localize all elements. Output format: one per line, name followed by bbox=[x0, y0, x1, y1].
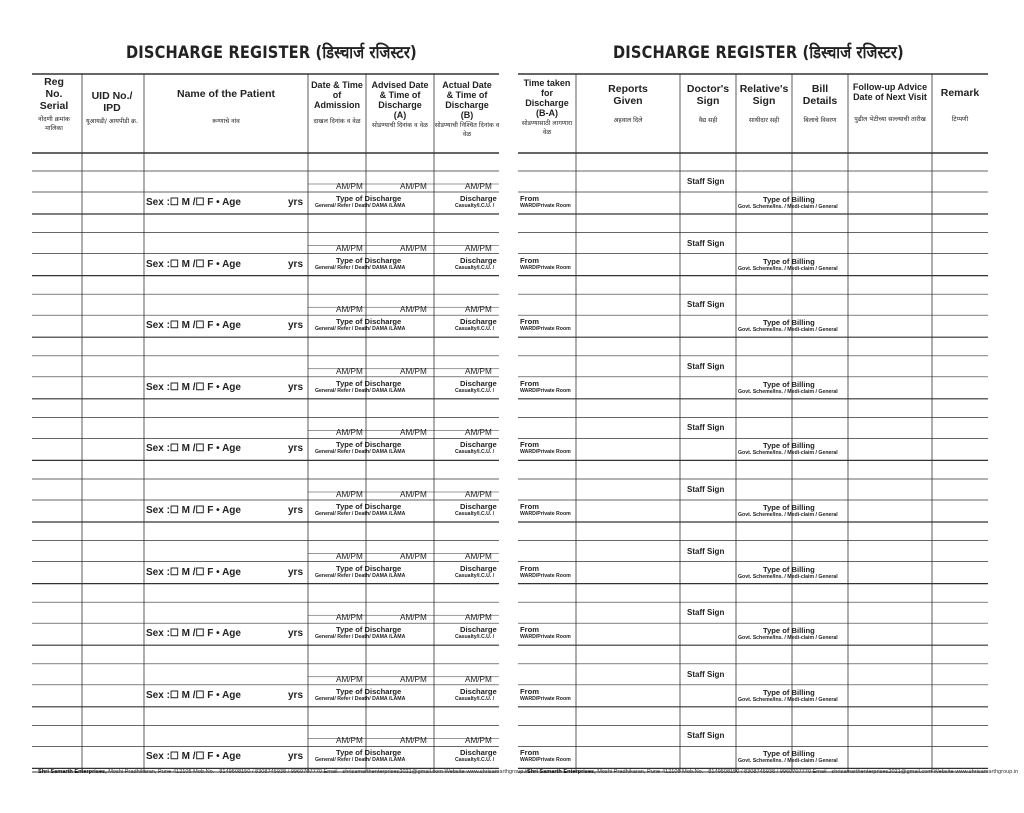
type-of-discharge-title: Type of Discharge bbox=[336, 748, 402, 758]
type-of-billing-options: Govt. Scheme/Ins. / Medi-claim / General bbox=[738, 388, 838, 395]
discharge-title: Discharge bbox=[460, 625, 497, 635]
type-of-discharge-options: General/ Refer / Death/ DAMA /LAMA bbox=[315, 387, 406, 394]
ampm-admission: AM/PM bbox=[336, 674, 363, 684]
type-of-billing-title: Type of Billing bbox=[763, 195, 815, 204]
discharge-options: Casualty/I.C.U. / bbox=[455, 326, 495, 333]
discharge-title: Discharge bbox=[460, 440, 497, 450]
header-relative-sign: Relative's Sign साथीदार सही bbox=[739, 83, 789, 124]
discharge-options: Casualty/I.C.U. / bbox=[455, 695, 495, 702]
sex-age-label: Sex :☐ M /☐ F • Age bbox=[146, 689, 241, 701]
type-of-discharge-options: General/ Refer / Death/ DAMA /LAMA bbox=[315, 511, 406, 517]
header-bill-details: Bill Details बिलाचे विवरण bbox=[802, 83, 838, 124]
header-doctor-sign: Doctor's Sign वैद्य सही bbox=[686, 83, 730, 124]
ampm-admission: AM/PM bbox=[336, 243, 363, 253]
type-of-discharge-title: Type of Discharge bbox=[336, 378, 402, 388]
header-remark: Remark टिप्पणी bbox=[940, 87, 980, 123]
ampm-admission: AM/PM bbox=[336, 613, 363, 623]
header-reports-given: Reports Given अहवाल दिले bbox=[608, 83, 648, 124]
sex-age-label: Sex :☐ M /☐ F • Age bbox=[146, 320, 241, 332]
header-uid-ipd: UID No./ IPD यूआयडी/ आयपीडी क्र. bbox=[86, 90, 138, 125]
from-label: From bbox=[520, 686, 539, 696]
yrs-label: yrs bbox=[288, 197, 304, 208]
from-label: From bbox=[520, 317, 539, 327]
discharge-options: Casualty/I.C.U. / bbox=[455, 387, 495, 394]
sex-age-label: Sex :☐ M /☐ F • Age bbox=[146, 628, 241, 640]
discharge-options: Casualty/I.C.U. / bbox=[455, 572, 495, 579]
type-of-billing-options: Govt. Scheme/Ins. / Medi-claim / General bbox=[738, 758, 838, 765]
ampm-advised: AM/PM bbox=[400, 551, 427, 561]
ampm-actual: AM/PM bbox=[465, 428, 492, 438]
type-of-billing-options: Govt. Scheme/Ins. / Medi-claim / General bbox=[738, 635, 838, 642]
discharge-title: Discharge bbox=[460, 255, 497, 265]
discharge-options: Casualty/I.C.U. / bbox=[455, 634, 495, 641]
yrs-label: yrs bbox=[288, 628, 304, 640]
staff-sign-label: Staff Sign bbox=[687, 485, 725, 494]
type-of-discharge-options: General/ Refer / Death/ DAMA /LAMA bbox=[315, 634, 406, 641]
from-options: WARD/Private Room bbox=[520, 203, 571, 209]
ampm-advised: AM/PM bbox=[400, 674, 427, 684]
yrs-label: yrs bbox=[288, 443, 304, 455]
type-of-billing-title: Type of Billing bbox=[763, 749, 815, 759]
ampm-admission: AM/PM bbox=[336, 736, 363, 746]
staff-sign-label: Staff Sign bbox=[687, 669, 725, 679]
ampm-actual: AM/PM bbox=[465, 674, 492, 684]
type-of-billing-options: Govt. Scheme/Ins. / Medi-claim / General bbox=[738, 265, 838, 272]
left-footer bbox=[38, 769, 529, 775]
discharge-title: Discharge bbox=[460, 378, 497, 388]
type-of-billing-options: Govt. Scheme/Ins. / Medi-claim / General bbox=[738, 512, 838, 518]
type-of-discharge-options: General/ Refer / Death/ DAMA /LAMA bbox=[315, 757, 406, 764]
from-label: From bbox=[520, 378, 539, 388]
header-admission: Date & Time of Admission दाखल दिनांक व वेळ bbox=[311, 80, 363, 126]
header-patient-name: Name of the Patient रूग्णाचे नांव bbox=[176, 88, 276, 125]
ampm-actual: AM/PM bbox=[465, 551, 492, 561]
header-reg-no: Reg No. Serial नोंदणी क्रमांक मालिका bbox=[38, 76, 70, 132]
yrs-label: yrs bbox=[288, 381, 304, 393]
from-options: WARD/Private Room bbox=[520, 634, 571, 641]
type-of-discharge-title: Type of Discharge bbox=[336, 686, 402, 696]
ampm-advised: AM/PM bbox=[400, 366, 427, 376]
ampm-advised: AM/PM bbox=[400, 182, 427, 191]
from-options: WARD/Private Room bbox=[520, 387, 571, 394]
right-footer-text: Moshi Pradhikaran, Pune-412105 Mob.No. - 8149508150 / 8308745938 / 9960707770 Email - shrisamarthenterprises2021@gmail.com Website-www.shrisamarthgroup.in bbox=[595, 769, 1019, 775]
type-of-discharge-options: General/ Refer / Death/ DAMA /LAMA bbox=[315, 264, 406, 271]
left-footer-company: Shri Samarth Enterprises, bbox=[38, 769, 107, 775]
ampm-admission: AM/PM bbox=[336, 490, 363, 499]
ampm-actual: AM/PM bbox=[465, 305, 492, 315]
from-options: WARD/Private Room bbox=[520, 326, 571, 333]
ampm-advised: AM/PM bbox=[400, 243, 427, 253]
type-of-discharge-title: Type of Discharge bbox=[336, 317, 402, 327]
header-actual-discharge: Actual Date & Time of Discharge (B) सोडण्याची निश्चित दिनांक व वेळ bbox=[434, 80, 500, 138]
yrs-label: yrs bbox=[288, 751, 304, 763]
type-of-billing-title: Type of Billing bbox=[763, 564, 815, 574]
staff-sign-label: Staff Sign bbox=[687, 423, 725, 433]
type-of-billing-title: Type of Billing bbox=[763, 256, 815, 266]
yrs-label: yrs bbox=[288, 505, 304, 516]
from-label: From bbox=[520, 255, 539, 265]
sex-age-label: Sex :☐ M /☐ F • Age bbox=[146, 751, 241, 763]
sex-age-label: Sex :☐ M /☐ F • Age bbox=[146, 443, 241, 455]
yrs-label: yrs bbox=[288, 320, 304, 332]
type-of-discharge-options: General/ Refer / Death/ DAMA /LAMA bbox=[315, 572, 406, 579]
type-of-discharge-title: Type of Discharge bbox=[336, 194, 402, 203]
yrs-label: yrs bbox=[288, 258, 304, 270]
discharge-title: Discharge bbox=[460, 686, 497, 696]
type-of-billing-options: Govt. Scheme/Ins. / Medi-claim / General bbox=[738, 204, 838, 210]
right-page-title: DISCHARGE REGISTER (डिस्चार्ज रजिस्टर) bbox=[613, 43, 904, 63]
ampm-admission: AM/PM bbox=[336, 305, 363, 315]
ampm-admission: AM/PM bbox=[336, 428, 363, 438]
discharge-options: Casualty/I.C.U. / bbox=[455, 203, 495, 209]
staff-sign-label: Staff Sign bbox=[687, 361, 725, 371]
type-of-billing-title: Type of Billing bbox=[763, 379, 815, 389]
discharge-options: Casualty/I.C.U. / bbox=[455, 757, 495, 764]
discharge-title: Discharge bbox=[460, 563, 497, 573]
from-options: WARD/Private Room bbox=[520, 757, 571, 764]
type-of-billing-options: Govt. Scheme/Ins. / Medi-claim / General bbox=[738, 327, 838, 334]
type-of-discharge-options: General/ Refer / Death/ DAMA /LAMA bbox=[315, 695, 406, 702]
type-of-discharge-title: Type of Discharge bbox=[336, 255, 402, 265]
yrs-label: yrs bbox=[288, 566, 304, 578]
ampm-admission: AM/PM bbox=[336, 551, 363, 561]
discharge-options: Casualty/I.C.U. / bbox=[455, 511, 495, 517]
from-label: From bbox=[520, 625, 539, 635]
right-footer-company: Shri Samarth Enterprises, bbox=[527, 769, 596, 775]
type-of-discharge-options: General/ Refer / Death/ DAMA /LAMA bbox=[315, 203, 406, 209]
from-options: WARD/Private Room bbox=[520, 695, 571, 702]
ampm-actual: AM/PM bbox=[465, 736, 492, 746]
type-of-billing-options: Govt. Scheme/Ins. / Medi-claim / General bbox=[738, 450, 838, 457]
type-of-billing-title: Type of Billing bbox=[763, 441, 815, 451]
ampm-admission: AM/PM bbox=[336, 182, 363, 191]
ampm-actual: AM/PM bbox=[465, 490, 492, 499]
ampm-advised: AM/PM bbox=[400, 613, 427, 623]
type-of-billing-options: Govt. Scheme/Ins. / Medi-claim / General bbox=[738, 573, 838, 580]
staff-sign-label: Staff Sign bbox=[687, 238, 725, 248]
sex-age-label: Sex :☐ M /☐ F • Age bbox=[146, 381, 241, 393]
type-of-discharge-title: Type of Discharge bbox=[336, 440, 402, 450]
yrs-label: yrs bbox=[288, 689, 304, 701]
header-time-taken: Time taken for Discharge (B-A) सोडण्यासाठी लागणारा वेळ bbox=[521, 78, 573, 136]
ampm-advised: AM/PM bbox=[400, 490, 427, 499]
discharge-options: Casualty/I.C.U. / bbox=[455, 264, 495, 271]
discharge-title: Discharge bbox=[460, 194, 497, 203]
staff-sign-label: Staff Sign bbox=[687, 177, 725, 186]
type-of-discharge-title: Type of Discharge bbox=[336, 502, 402, 511]
ampm-actual: AM/PM bbox=[465, 366, 492, 376]
left-page-title: DISCHARGE REGISTER (डिस्चार्ज रजिस्टर) bbox=[126, 43, 417, 63]
type-of-discharge-options: General/ Refer / Death/ DAMA /LAMA bbox=[315, 326, 406, 333]
ampm-actual: AM/PM bbox=[465, 182, 492, 191]
ampm-actual: AM/PM bbox=[465, 613, 492, 623]
ampm-actual: AM/PM bbox=[465, 243, 492, 253]
type-of-billing-title: Type of Billing bbox=[763, 687, 815, 697]
sex-age-label: Sex :☐ M /☐ F • Age bbox=[146, 505, 241, 516]
type-of-billing-options: Govt. Scheme/Ins. / Medi-claim / General bbox=[738, 696, 838, 703]
from-options: WARD/Private Room bbox=[520, 572, 571, 579]
discharge-title: Discharge bbox=[460, 317, 497, 327]
discharge-title: Discharge bbox=[460, 748, 497, 758]
header-advised-discharge: Advised Date & Time of Discharge (A) सोडण्याची दिनांक व वेळ bbox=[371, 80, 429, 130]
sex-age-label: Sex :☐ M /☐ F • Age bbox=[146, 258, 241, 270]
from-label: From bbox=[520, 563, 539, 573]
staff-sign-label: Staff Sign bbox=[687, 546, 725, 556]
sex-age-label: Sex :☐ M /☐ F • Age bbox=[146, 566, 241, 578]
discharge-title: Discharge bbox=[460, 502, 497, 511]
from-label: From bbox=[520, 440, 539, 450]
from-options: WARD/Private Room bbox=[520, 449, 571, 456]
left-footer-text: Moshi Pradhikaran, Pune-412105 Mob.No. - 8149508150 / 8308745938 / 9960707770 Email - shrisamarthenterprises2021@gmail.com Website-www.shrisamarthgroup.in bbox=[106, 769, 530, 775]
sex-age-label: Sex :☐ M /☐ F • Age bbox=[146, 197, 241, 208]
ampm-advised: AM/PM bbox=[400, 428, 427, 438]
type-of-billing-title: Type of Billing bbox=[763, 626, 815, 636]
from-options: WARD/Private Room bbox=[520, 264, 571, 271]
header-follow-up: Follow-up Advice Date of Next Visit पुढील भेटीच्या सल्ल्याची तारीख bbox=[852, 82, 928, 124]
ampm-admission: AM/PM bbox=[336, 366, 363, 376]
staff-sign-label: Staff Sign bbox=[687, 731, 725, 741]
from-label: From bbox=[520, 748, 539, 758]
from-label: From bbox=[520, 502, 539, 511]
type-of-discharge-options: General/ Refer / Death/ DAMA /LAMA bbox=[315, 449, 406, 456]
discharge-options: Casualty/I.C.U. / bbox=[455, 449, 495, 456]
type-of-billing-title: Type of Billing bbox=[763, 318, 815, 328]
ampm-advised: AM/PM bbox=[400, 305, 427, 315]
ampm-advised: AM/PM bbox=[400, 736, 427, 746]
type-of-discharge-title: Type of Discharge bbox=[336, 563, 402, 573]
from-options: WARD/Private Room bbox=[520, 511, 571, 517]
staff-sign-label: Staff Sign bbox=[687, 608, 725, 618]
from-label: From bbox=[520, 194, 539, 203]
staff-sign-label: Staff Sign bbox=[687, 300, 725, 310]
type-of-discharge-title: Type of Discharge bbox=[336, 625, 402, 635]
type-of-billing-title: Type of Billing bbox=[763, 503, 815, 512]
right-footer bbox=[527, 769, 1018, 775]
